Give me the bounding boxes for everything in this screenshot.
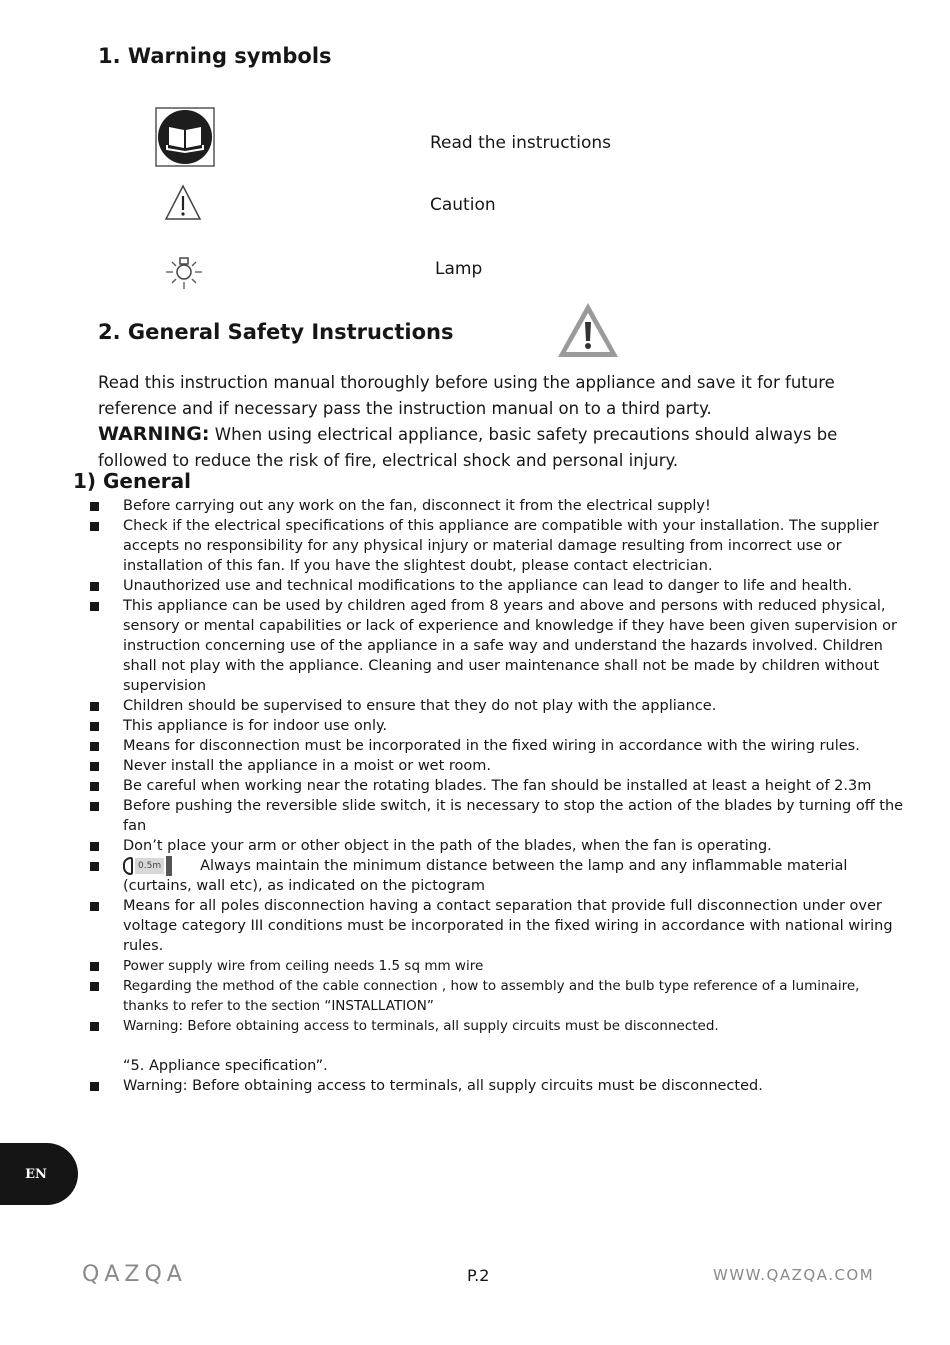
list-item-text: Be careful when working near the rotating blades. The fan should be installed at least a height of 2.3m (123, 778, 872, 794)
symbol-label-lamp: Lamp (435, 259, 483, 279)
section-title-warning-symbols: 1. Warning symbols (98, 44, 332, 68)
bullet-icon (90, 802, 99, 811)
book-icon (155, 107, 215, 167)
list-item (88, 776, 908, 796)
bullet-icon (90, 962, 99, 971)
brand-logo: QAZQA (82, 1262, 187, 1287)
caution-triangle-icon (164, 184, 202, 222)
list-item (88, 976, 908, 1016)
website-url: WWW.QAZQA.COM (713, 1266, 875, 1284)
bullet-icon (90, 982, 99, 991)
warning-triangle-icon (555, 300, 621, 360)
lamp-icon (164, 252, 204, 290)
pictogram-distance-label: 0.5m (135, 858, 164, 874)
bullet-icon (90, 722, 99, 731)
warning-text: When using electrical appliance, basic safety precautions should always be followed to reduce the risk of fire, electrical shock and personal injury. (98, 425, 838, 470)
list-item (88, 756, 908, 776)
list-item (88, 856, 908, 896)
symbol-label-caution: Caution (430, 195, 496, 215)
list-item (88, 836, 908, 856)
list-item-text: Warning: Before obtaining access to terminals, all supply circuits must be disconnected. (123, 1018, 719, 1034)
list-item (88, 1076, 908, 1096)
list-item-text: Always maintain the minimum distance between the lamp and any inflammable material (curtains, wall etc), as indicated on the pictogram (123, 858, 848, 894)
list-item-text: Regarding the method of the cable connection , how to assembly and the bulb type reference of a luminaire, thanks to refer to the section “INSTALLATION” (123, 978, 860, 1014)
page-number: P.2 (467, 1266, 490, 1285)
list-item-text: This appliance can be used by children aged from 8 years and above and persons with reduced physical, sensory or mental capabilities or lack of experience and knowledge if they have been given supervision or instruction concerning use of the appliance in a safe way and understand the hazards involved. Children shall not play with the appliance. Cleaning and user maintenance shall not be made by children without supervision (123, 598, 897, 694)
bullet-icon (90, 842, 99, 851)
bullet-icon (90, 702, 99, 711)
warning-label: WARNING: (98, 423, 210, 445)
bullet-icon (90, 862, 99, 871)
list-item-text: Before carrying out any work on the fan, disconnect it from the electrical supply! (123, 498, 711, 514)
list-item (88, 956, 908, 976)
list-item-text: Before pushing the reversible slide switch, it is necessary to stop the action of the blades by turning off the fan (123, 798, 904, 834)
list-item (88, 576, 908, 596)
list-item (88, 516, 908, 576)
general-bullet-list (88, 496, 908, 1096)
list-item-text: Means for all poles disconnection having a contact separation that provide full disconnection under over voltage category III conditions must be incorporated in the fixed wiring in accordance with national wiring rules. (123, 898, 893, 954)
list-item (88, 496, 908, 516)
bullet-icon (90, 1082, 99, 1091)
list-item-text: Never install the appliance in a moist or wet room. (123, 758, 492, 774)
bullet-icon (90, 742, 99, 751)
subsection-title-general: 1) General (73, 469, 192, 493)
list-item-text: Power supply wire from ceiling needs 1.5 sq mm wire (123, 958, 484, 974)
list-item (88, 896, 908, 956)
list-item-text: Warning: Before obtaining access to terminals, all supply circuits must be disconnected. (123, 1078, 763, 1094)
list-item (88, 716, 908, 736)
list-item-text: Means for disconnection must be incorporated in the fixed wiring in accordance with the wiring rules. (123, 738, 860, 754)
list-item (88, 1016, 908, 1036)
bullet-icon (90, 762, 99, 771)
bullet-icon (90, 782, 99, 791)
list-item-text: Unauthorized use and technical modifications to the appliance can lead to danger to life and health. (123, 578, 852, 594)
list-item-text: Don’t place your arm or other object in the path of the blades, when the fan is operating. (123, 838, 772, 854)
bullet-icon (90, 502, 99, 511)
bullet-icon (90, 522, 99, 531)
appliance-spec-reference: “5. Appliance specification”. (123, 1058, 328, 1074)
list-item-text: Children should be supervised to ensure that they do not play with the appliance. (123, 698, 717, 714)
language-tab: EN (0, 1143, 78, 1205)
symbol-label-read-instructions: Read the instructions (430, 133, 611, 153)
warning-paragraph (98, 421, 908, 474)
intro-paragraph: Read this instruction manual thoroughly before using the appliance and save it for future reference and if necessary pass the instruction manual on to a third party. (98, 373, 835, 418)
list-item-text: Check if the electrical specifications of this appliance are compatible with your installation. The supplier accepts no responsibility for any physical injury or material damage resulting from incorrect use or installation of this fan. If you have the slightest doubt, please contact electrician. (123, 518, 879, 574)
list-spacer (88, 1036, 908, 1056)
bullet-icon (90, 582, 99, 591)
list-item (88, 696, 908, 716)
list-item (88, 796, 908, 836)
bullet-icon (90, 902, 99, 911)
list-item-text: This appliance is for indoor use only. (123, 718, 388, 734)
list-item (88, 596, 908, 696)
list-item (88, 736, 908, 756)
section-title-general-safety: 2. General Safety Instructions (98, 320, 454, 344)
distance-pictogram-icon (123, 856, 172, 876)
bullet-icon (90, 1022, 99, 1031)
bullet-icon (90, 602, 99, 611)
